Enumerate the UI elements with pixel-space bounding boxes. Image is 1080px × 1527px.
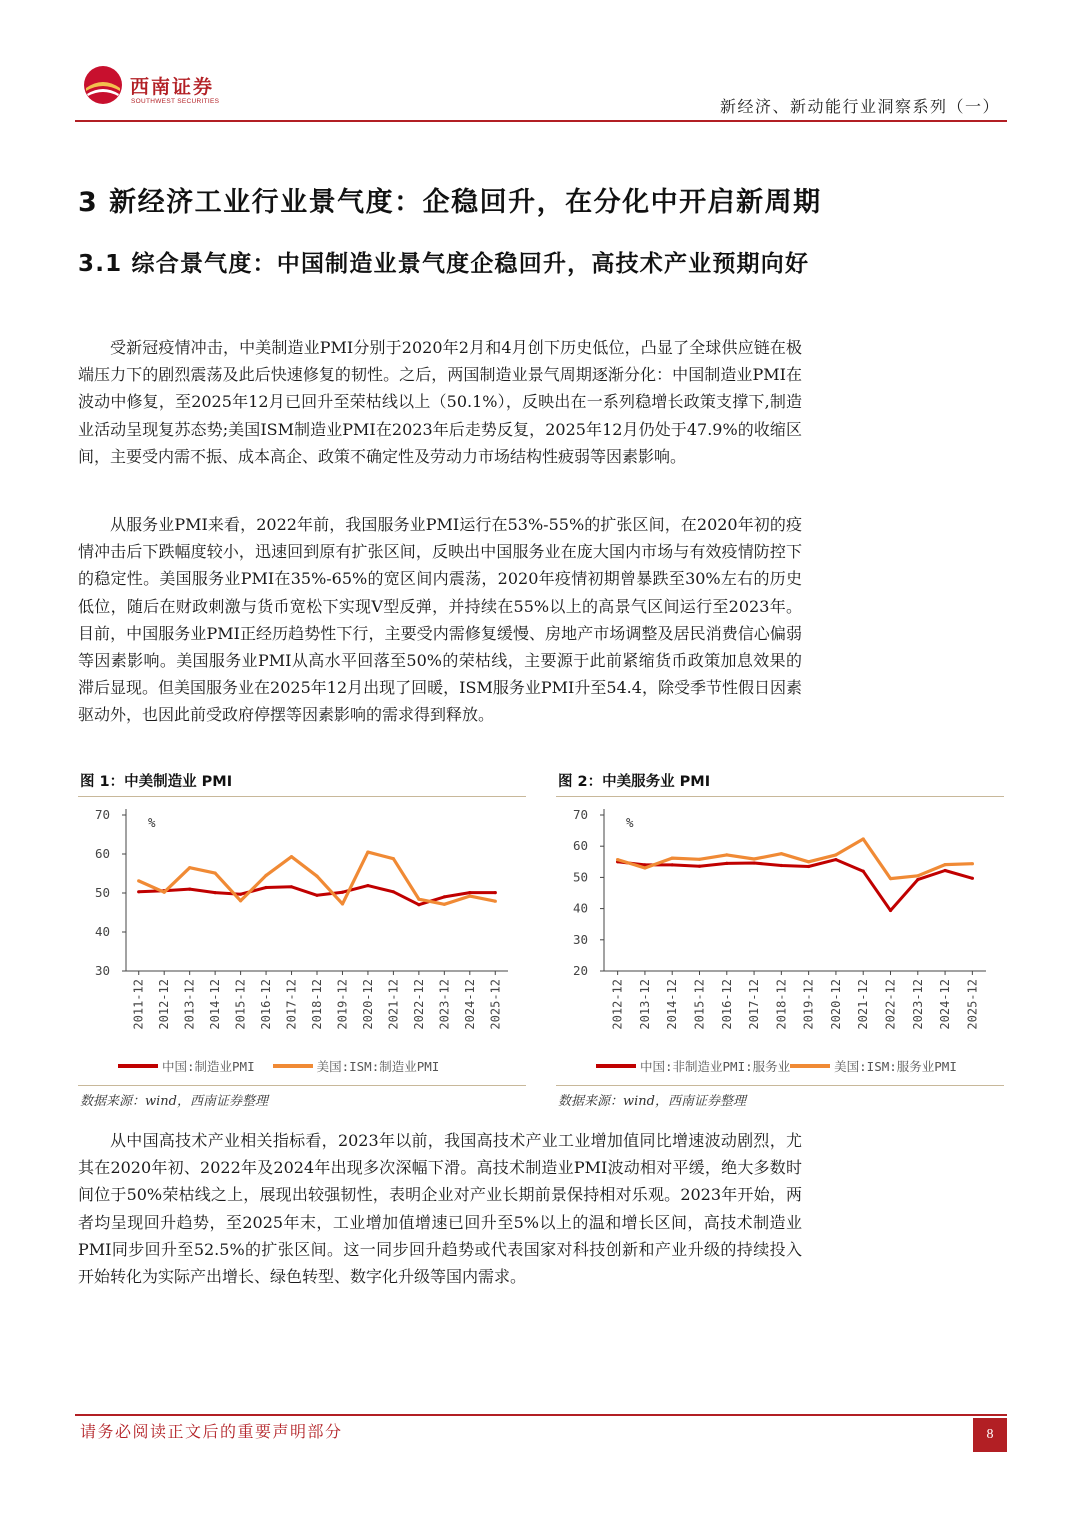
y-unit-label: % xyxy=(148,815,156,830)
data-point xyxy=(443,895,446,898)
data-point xyxy=(290,855,293,858)
y-unit-label: % xyxy=(626,815,634,830)
x-tick-label: 2018-12 xyxy=(310,979,324,1030)
legend-label: 中国:非制造业PMI:服务业 xyxy=(640,1059,791,1074)
y-tick-label: 30 xyxy=(94,963,110,978)
y-tick-label: 40 xyxy=(94,924,110,939)
footer-divider xyxy=(75,1414,1007,1416)
data-point xyxy=(916,878,919,881)
legend-swatch-china xyxy=(596,1064,636,1068)
data-point xyxy=(315,894,318,897)
figure-2-chart xyxy=(556,797,1004,1085)
figure-1-legend xyxy=(118,1057,457,1075)
y-tick-label: 40 xyxy=(572,900,588,916)
x-tick-label: 2015-12 xyxy=(692,979,707,1030)
data-point xyxy=(916,874,919,877)
legend-item xyxy=(273,1057,440,1075)
figure-1-bottom-rule xyxy=(78,1085,526,1086)
legend-label: 美国:ISM:制造业PMI xyxy=(316,1059,440,1074)
x-tick-label: 2019-12 xyxy=(801,979,816,1030)
figure-1-source: 数据来源：wind，西南证券整理 xyxy=(80,1094,268,1109)
report-series-title: 新经济、新动能行业洞察系列（一） xyxy=(719,97,1000,116)
data-point xyxy=(971,862,974,865)
data-point xyxy=(698,858,701,861)
y-tick-label: 70 xyxy=(94,807,110,822)
data-point xyxy=(163,891,166,894)
x-tick-label: 2019-12 xyxy=(335,979,350,1030)
section-heading: 3 新经济工业行业景气度：企稳回升，在分化中开启新周期 xyxy=(78,187,822,218)
company-logo xyxy=(82,64,232,114)
x-tick-label: 2020-12 xyxy=(828,979,843,1030)
data-point xyxy=(889,877,892,880)
x-tick-label: 2021-12 xyxy=(386,979,401,1030)
data-point xyxy=(780,852,783,855)
y-tick-label: 60 xyxy=(94,846,110,861)
legend-item xyxy=(596,1057,790,1075)
x-tick-label: 2022-12 xyxy=(411,979,426,1030)
legend-label: 美国:ISM:服务业PMI xyxy=(834,1059,957,1074)
x-tick-label: 2018-12 xyxy=(774,979,789,1030)
figure-2-chart-svg xyxy=(556,797,1004,1085)
x-tick-label: 2016-12 xyxy=(259,979,274,1030)
data-point xyxy=(671,857,674,860)
figure-1-chart-svg xyxy=(78,797,526,1085)
page-number: 8 xyxy=(973,1418,1007,1452)
data-point xyxy=(971,877,974,880)
data-point xyxy=(807,865,810,868)
x-tick-label: 2025-12 xyxy=(965,979,980,1030)
y-tick-label: 70 xyxy=(572,807,588,822)
legend-swatch-us xyxy=(273,1064,313,1068)
legend-swatch-us xyxy=(790,1064,830,1068)
data-point xyxy=(214,872,217,875)
paragraph-manufacturing-pmi: 受新冠疫情冲击，中美制造业PMI分别于2020年2月和4月创下历史低位，凸显了全球供应链在极端压力下的剧烈震荡及此后快速修复的韧性。之后，两国制造业景气周期逐渐分化：中国制造业PMI在波动中修复，至2025年12月已回升至荣枯线以上（50.1%），反映出在一系列稳增长政策支撑下,制造业活动呈现复苏态势;美国ISM制造业PMI在2023年后走势反复，2025年12月仍处于47.9%的收缩区间，主要受内需不振、成本高企、政策不确定性及劳动力市场结构性疲弱等因素影响。 xyxy=(78,338,802,466)
x-tick-label: 2012-12 xyxy=(157,979,172,1030)
figure-2-title: 图 2：中美服务业 PMI xyxy=(558,774,711,790)
data-point xyxy=(862,837,865,840)
figure-2-source: 数据来源：wind，西南证券整理 xyxy=(558,1094,746,1109)
figure-1-chart xyxy=(78,797,526,1085)
data-point xyxy=(698,865,701,868)
y-tick-label: 60 xyxy=(572,838,588,854)
figure-2-bottom-rule xyxy=(556,1085,1004,1086)
legend-item xyxy=(790,1057,957,1075)
data-point xyxy=(417,898,420,901)
header-divider xyxy=(75,120,1007,122)
figure-2-legend xyxy=(596,1057,975,1075)
data-point xyxy=(494,891,497,894)
x-tick-label: 2013-12 xyxy=(637,979,652,1030)
data-point xyxy=(417,903,420,906)
figure-1 xyxy=(78,766,526,1086)
data-point xyxy=(341,891,344,894)
data-point xyxy=(315,875,318,878)
data-point xyxy=(616,858,619,861)
data-point xyxy=(341,902,344,905)
x-tick-label: 2023-12 xyxy=(437,979,452,1030)
series-line-china xyxy=(618,860,973,911)
data-point xyxy=(889,909,892,912)
x-tick-label: 2017-12 xyxy=(747,979,762,1030)
x-tick-label: 2020-12 xyxy=(360,979,375,1030)
footer-disclaimer-notice: 请务必阅读正文后的重要声明部分 xyxy=(80,1422,343,1441)
x-tick-label: 2025-12 xyxy=(488,979,503,1030)
logo-chinese-name: 西南证券 xyxy=(130,76,215,98)
data-point xyxy=(834,853,837,856)
data-point xyxy=(725,853,728,856)
data-point xyxy=(494,900,497,903)
data-point xyxy=(366,851,369,854)
data-point xyxy=(290,885,293,888)
data-point xyxy=(392,857,395,860)
figure-1-title: 图 1：中美制造业 PMI xyxy=(80,774,233,790)
data-point xyxy=(239,899,242,902)
legend-swatch-china xyxy=(118,1064,158,1068)
data-point xyxy=(137,879,140,882)
x-tick-label: 2014-12 xyxy=(665,979,680,1030)
data-point xyxy=(671,863,674,866)
paragraph-high-tech: 从中国高技术产业相关指标看，2023年以前，我国高技术产业工业增加值同比增速波动剧烈，尤其在2020年初、2022年及2024年出现多次深幅下滑。高技术制造业PMI波动相对平缓，绝大多数时间位于50%荣枯线之上，展现出较强韧性，表明企业对产业长期前景保持相对乐观。2023年开始，两者均呈现回升趋势，至2025年末，工业增加值增速已回升至5%以上的温和增长区间，高技术制造业PMI同步回升至52.5%的扩张区间。这一同步回升趋势或代表国家对科技创新和产业升级的持续投入开始转化为实际产出增长、绿色转型、数字化升级等国内需求。 xyxy=(78,1131,802,1287)
data-point xyxy=(392,890,395,893)
x-tick-label: 2024-12 xyxy=(938,979,953,1030)
logo-english-name: SOUTHWEST SECURITIES xyxy=(131,98,220,105)
legend-label: 中国:制造业PMI xyxy=(162,1059,255,1074)
data-point xyxy=(468,895,471,898)
data-point xyxy=(643,866,646,869)
data-point xyxy=(137,890,140,893)
data-point xyxy=(188,866,191,869)
data-point xyxy=(862,870,865,873)
data-point xyxy=(834,858,837,861)
subsection-heading: 3.1 综合景气度：中国制造业景气度企稳回升，高技术产业预期向好 xyxy=(78,251,810,277)
data-point xyxy=(944,863,947,866)
x-tick-label: 2022-12 xyxy=(883,979,898,1030)
data-point xyxy=(725,862,728,865)
data-point xyxy=(468,891,471,894)
data-point xyxy=(443,903,446,906)
x-tick-label: 2012-12 xyxy=(610,979,625,1030)
data-point xyxy=(265,886,268,889)
data-point xyxy=(366,884,369,887)
x-tick-label: 2011-12 xyxy=(131,979,146,1030)
y-tick-label: 50 xyxy=(94,885,110,900)
data-point xyxy=(265,874,268,877)
x-tick-label: 2015-12 xyxy=(233,979,248,1030)
data-point xyxy=(214,891,217,894)
x-tick-label: 2024-12 xyxy=(462,979,477,1030)
data-point xyxy=(188,888,191,891)
data-point xyxy=(807,860,810,863)
data-point xyxy=(780,864,783,867)
y-tick-label: 50 xyxy=(572,869,588,885)
x-tick-label: 2013-12 xyxy=(182,979,197,1030)
x-tick-label: 2017-12 xyxy=(284,979,299,1030)
data-point xyxy=(944,869,947,872)
x-tick-label: 2016-12 xyxy=(719,979,734,1030)
paragraph-services-pmi: 从服务业PMI来看，2022年前，我国服务业PMI运行在53%-55%的扩张区间，在2020年初的疫情冲击后下跌幅度较小，迅速回到原有扩张区间，反映出中国服务业在庞大国内市场与有效疫情防控下的稳定性。美国服务业PMI在35%-65%的宽区间内震荡，2020年疫情初期曾暴跌至30%左右的历史低位，随后在财政刺激与货币宽松下实现V型反弹，并持续在55%以上的高景气区间运行至2023年。目前，中国服务业PMI正经历趋势性下行，主要受内需修复缓慢、房地产市场调整及居民消费信心偏弱等因素影响。美国服务业PMI从高水平回落至50%的荣枯线，主要源于此前紧缩货币政策加息效果的滞后显现。但美国服务业在2025年12月出现了回暖，ISM服务业PMI升至54.4，除受季节性假日因素驱动外，也因此前受政府停摆等因素影响的需求得到释放。 xyxy=(78,515,802,725)
y-tick-label: 30 xyxy=(572,931,588,947)
logo-emblem-icon xyxy=(82,64,124,106)
y-tick-label: 20 xyxy=(572,963,588,978)
legend-item xyxy=(118,1057,255,1075)
x-tick-label: 2021-12 xyxy=(856,979,871,1030)
data-point xyxy=(239,893,242,896)
x-tick-label: 2014-12 xyxy=(208,979,223,1030)
data-point xyxy=(753,861,756,864)
x-tick-label: 2023-12 xyxy=(910,979,925,1030)
figure-2 xyxy=(556,766,1004,1086)
data-point xyxy=(753,857,756,860)
